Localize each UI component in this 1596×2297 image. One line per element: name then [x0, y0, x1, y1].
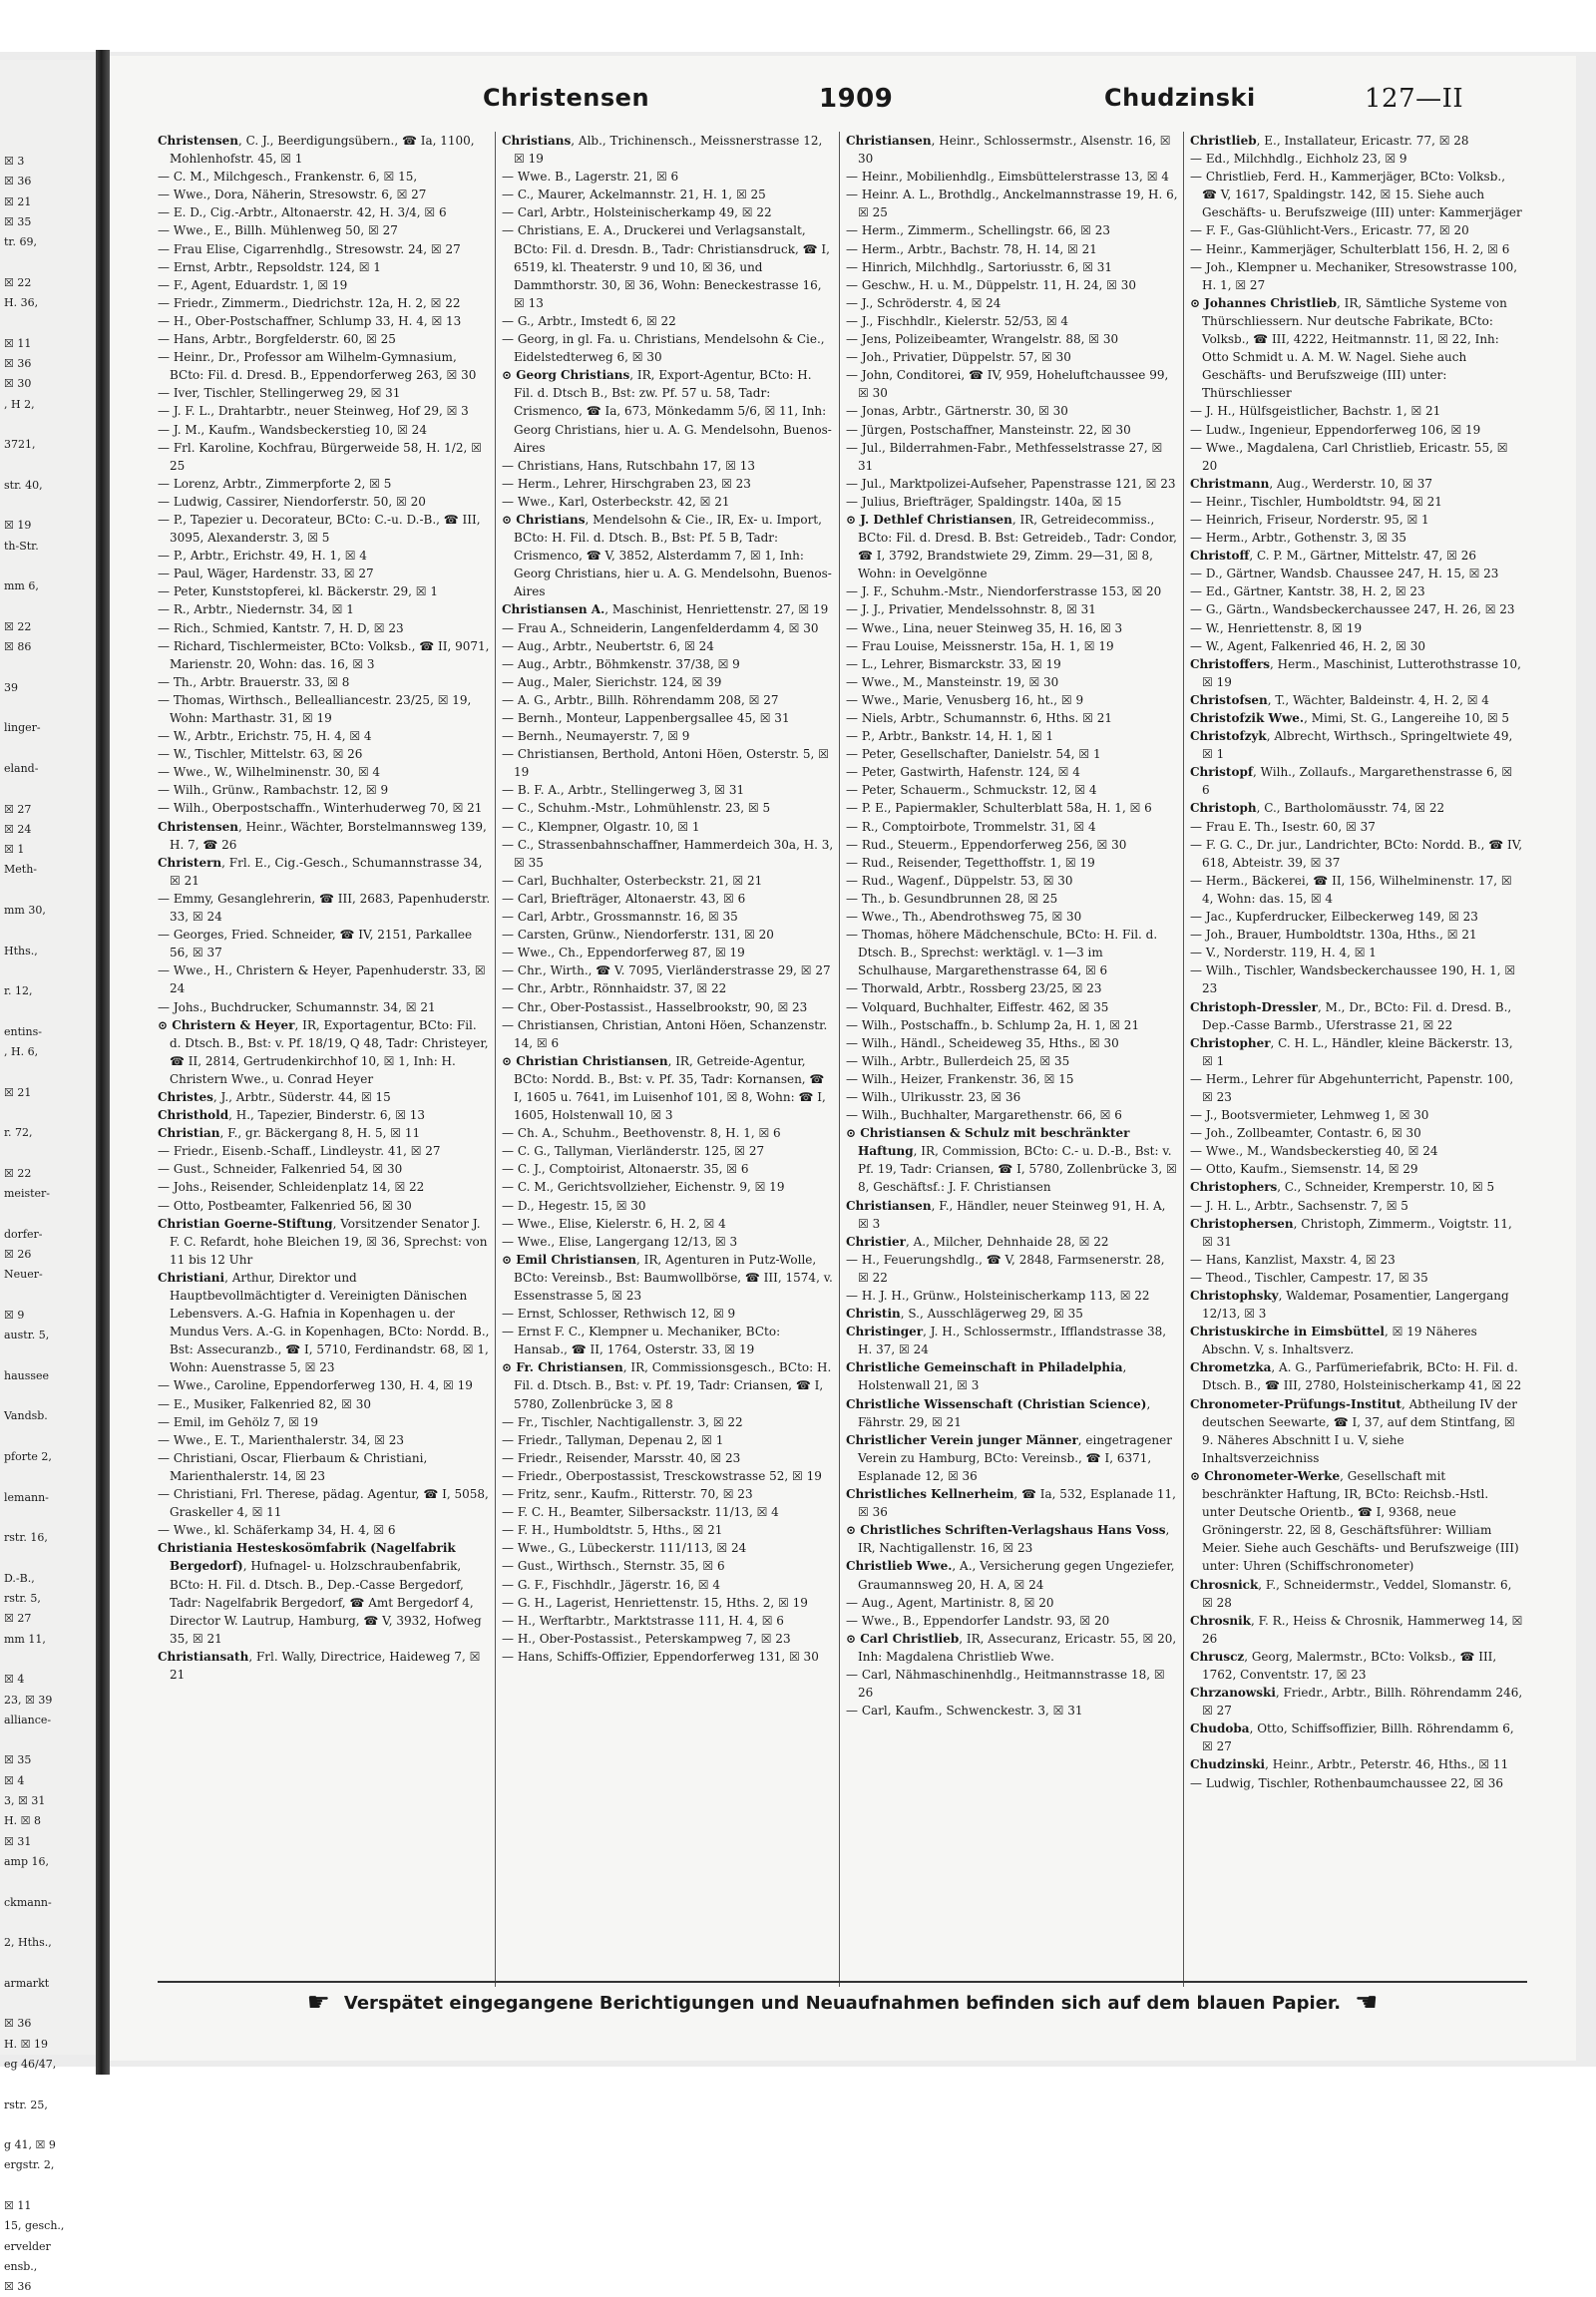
directory-entry: — Wwe., M., Mansteinstr. 19, ☒ 30 [846, 674, 1059, 689]
directory-entry: — P., Arbtr., Bankstr. 14, H. 1, ☒ 1 [846, 729, 1054, 744]
directory-entry: — Ludwig, Tischler, Rothenbaumchaussee 22, ☒ 36 [1190, 1775, 1504, 1790]
directory-entry: ⊙ Emil Christiansen, IR, Agenturen in Putz-Wolle, BCto: Vereinsb., Bst: Baumwollbörse, ☎ III, 1574, v. Essenstrasse 5, ☒ 23 [502, 1252, 833, 1303]
directory-entry: — Wwe., Marie, Venusberg 16, ht., ☒ 9 [846, 692, 1084, 707]
directory-entry: — Friedr., Oberpostassist, Tresckowstrasse 52, ☒ 19 [502, 1468, 822, 1483]
directory-entry: — Hinrich, Milchhdlg., Sartoriusstr. 6, ☒ 31 [846, 259, 1113, 274]
pointing-hand-icon: ☛ [306, 1988, 330, 2018]
directory-entry: — J., Schröderstr. 4, ☒ 24 [846, 295, 1001, 310]
directory-entry: Christier, A., Milcher, Dehnhaide 28, ☒ 22 [846, 1234, 1109, 1249]
footer-rule [158, 1981, 1527, 1983]
directory-entry: ⊙ Christian Christiansen, IR, Getreide-Agentur, BCto: Nordd. B., Bst: v. Pf. 35, Tadr: Kornansen, ☎ I, 1605 u. 7641, im Luisenhof 101, ☒ 8, Wohn: ☎ I, 1605, Holstenwall 10, ☒ 3 [502, 1053, 826, 1123]
directory-entry: Christopher, C. H. L., Händler, kleine Bäckerstr. 13, ☒ 1 [1190, 1035, 1513, 1068]
directory-entry: Christofzik Wwe., Mimi, St. G., Langereihe 10, ☒ 5 [1190, 711, 1510, 725]
directory-entry: — Jens, Polizeibeamter, Wrangelstr. 88, ☒ 30 [846, 332, 1119, 347]
directory-entry: — Heinr., Kammerjäger, Schulterblatt 156, H. 2, ☒ 6 [1190, 241, 1510, 256]
directory-entry: — Carl, Buchhalter, Osterbeckstr. 21, ☒ 21 [502, 873, 763, 888]
directory-entry: — Heinr., Dr., Professor am Wilhelm-Gymnasium, BCto: Fil. d. Dresd. B., Eppendorferweg 263, ☒ 30 [158, 350, 477, 383]
directory-entry: Chrosnik, F. R., Heiss & Chrosnik, Hammerweg 14, ☒ 26 [1190, 1613, 1523, 1646]
directory-entry: — Friedr., Tallyman, Depenau 2, ☒ 1 [502, 1432, 724, 1447]
directory-entry: — Chr., Ober-Postassist., Hasselbrookstr, 90, ☒ 23 [502, 999, 808, 1014]
directory-entry: — Thomas, höhere Mädchenschule, BCto: H. Fil. d. Dtsch. B., Sprechst: werktägl. v. 1—3 im Schulhause, Margarethenstrasse 64, ☒ 6 [846, 928, 1158, 978]
directory-entry: ⊙ Christians, Mendelsohn & Cie., IR, Ex- u. Import, BCto: H. Fil. d. Dtsch. B., Bst: Pf. 5 B, Tadr: Crismenco, ☎ V, 3852, Alsterdamm 7, ☒ 1, Inh: Georg Christians, hier u. A. G. Mendelsohn, Buenos-Aires [502, 512, 832, 599]
directory-entry: Christensen, C. J., Beerdigungsübern., ☎ Ia, 1100, Mohlenhofstr. 45, ☒ 1 [158, 134, 475, 167]
directory-entry: — Herm., Zimmerm., Schellingstr. 66, ☒ 23 [846, 223, 1110, 238]
directory-entry: — Ch. A., Schuhm., Beethovenstr. 8, H. 1, ☒ 6 [502, 1126, 781, 1141]
directory-entry: — Theod., Tischler, Campestr. 17, ☒ 35 [1190, 1270, 1428, 1285]
directory-entry: — Chr., Arbtr., Rönnhaidstr. 37, ☒ 22 [502, 981, 727, 996]
directory-entry: — Johs., Buchdrucker, Schumannstr. 34, ☒ 21 [158, 999, 436, 1014]
directory-entry: — H. J. H., Grünw., Holsteinischerkamp 113, ☒ 22 [846, 1289, 1150, 1303]
directory-entry: — Th., b. Gesundbrunnen 28, ☒ 25 [846, 891, 1058, 906]
directory-entry: Chrometzka, A. G., Parfümeriefabrik, BCto: H. Fil. d. Dtsch. B., ☎ III, 2780, Holsteinischerkamp 41, ☒ 22 [1190, 1360, 1522, 1393]
directory-entry: Christliches Kellnerheim, ☎ Ia, 532, Esplanade 11, ☒ 36 [846, 1487, 1176, 1520]
directory-entry: Chrzanowski, Friedr., Arbtr., Billh. Röhrendamm 246, ☒ 27 [1190, 1686, 1523, 1719]
directory-entry: Chudzinski, Heinr., Arbtr., Peterstr. 46, Hths., ☒ 11 [1190, 1757, 1509, 1772]
directory-entry: — Christians, E. A., Druckerei und Verlagsanstalt, BCto: Fil. d. Dresdn. B., Tadr: Christiansdruck, ☎ I, 6519, kl. Theaterstr. 9 und 10, ☒ 36, und Dammthorstr. 30, ☒ 36, Wohn: Beneckestrasse 16, ☒ 13 [502, 223, 830, 310]
directory-entry: — Wwe., M., Wandsbeckerstieg 40, ☒ 24 [1190, 1144, 1438, 1159]
directory-entry: — P. E., Papiermakler, Schulterblatt 58a, H. 1, ☒ 6 [846, 801, 1152, 816]
directory-entry: — Wwe., Karl, Osterbeckstr. 42, ☒ 21 [502, 494, 730, 509]
directory-entry: Christlicher Verein junger Männer, eingetragener Verein zu Hamburg, BCto: Vereinsb., ☎ I, 6371, Esplanade 12, ☒ 36 [846, 1432, 1172, 1483]
directory-entry: — Christiani, Oscar, Flierbaum & Christiani, Marienthalerstr. 14, ☒ 23 [158, 1450, 428, 1483]
directory-entry: — Hans, Kanzlist, Maxstr. 4, ☒ 23 [1190, 1252, 1396, 1267]
directory-entry: — Frau A., Schneiderin, Langenfelderdamm 4, ☒ 30 [502, 620, 819, 635]
directory-entry: — W., Henriettenstr. 8, ☒ 19 [1190, 620, 1363, 635]
directory-entry: ⊙ Johannes Christlieb, IR, Sämtliche Systeme von Thürschliessern. Nur deutsche Fabrikate, BCto: Volksb., ☎ III, 4222, Heitmannstr. 11, ☒ 22, Inh: Otto Schmidt u. A. M. W. Nagel. Siehe auch Geschäfts- und Berufszweige (III) unter: Thürschliesser [1190, 295, 1507, 401]
directory-entry: — Emil, im Gehölz 7, ☒ 19 [158, 1414, 319, 1429]
directory-entry: — Jul., Marktpolizei-Aufseher, Papenstrasse 121, ☒ 23 [846, 476, 1176, 491]
directory-entry: — F. C. H., Beamter, Silbersackstr. 11/13, ☒ 4 [502, 1505, 779, 1520]
directory-entry: — Georges, Fried. Schneider, ☎ IV, 2151, Parkallee 56, ☒ 37 [158, 928, 473, 960]
directory-entry: — Georg, in gl. Fa. u. Christians, Mendelsohn & Cie., Eidelstedterweg 6, ☒ 30 [502, 332, 825, 365]
directory-entry: — Carl, Arbtr., Holsteinischerkamp 49, ☒ 22 [502, 205, 772, 220]
directory-entry: — Ernst, Arbtr., Repsoldstr. 124, ☒ 1 [158, 259, 381, 274]
directory-entry: Christiania Hesteskosömfabrik (Nagelfabrik Bergedorf), Hufnagel- u. Holzschraubenfabrik, BCto: H. Fil. d. Dtsch. B., Dep.-Casse Bergedorf, Tadr: Nagelfabrik Bergedorf, ☎ Amt Bergedorf 4, Director W. Lautrup, Hamburg, ☎ V, 3932, Hofweg 35, ☒ 21 [158, 1541, 482, 1646]
directory-entry: — John, Conditorei, ☎ IV, 959, Hoheluftchaussee 99, ☒ 30 [846, 368, 1169, 401]
directory-entry: — D., Hegestr. 15, ☒ 30 [502, 1198, 646, 1213]
directory-entry: — D., Gärtner, Wandsb. Chaussee 247, H. 15, ☒ 23 [1190, 567, 1499, 581]
directory-entry: — Ed., Gärtner, Kantstr. 38, H. 2, ☒ 23 [1190, 584, 1425, 599]
directory-entry: — Aug., Maler, Sierichstr. 124, ☒ 39 [502, 674, 722, 689]
directory-entry: — Christlieb, Ferd. H., Kammerjäger, BCto: Volksb., ☎ V, 1617, Spaldingstr. 142, ☒ 15. Siehe auch Geschäfts- u. Berufszweige (III) unter: Kammerjäger [1190, 170, 1522, 220]
directory-entry: — Joh., Brauer, Humboldtstr. 130a, Hths., ☒ 21 [1190, 928, 1477, 943]
directory-entry: — P., Arbtr., Erichstr. 49, H. 1, ☒ 4 [158, 549, 367, 564]
directory-entry: — Heinr. A. L., Brothdlg., Anckelmannstrasse 19, H. 6, ☒ 25 [846, 188, 1178, 220]
directory-entry: ⊙ Georg Christians, IR, Export-Agentur, BCto: H. Fil. d. Dtsch B., Bst: zw. Pf. 57 u. 58, Tadr: Crismenco, ☎ Ia, 673, Mönkedamm 5/6, ☒ 11, Inh: Georg Christians, hier u. A. G. Mendelsohn, Buenos-Aires [502, 368, 832, 455]
directory-entry: — Christians, Hans, Rutschbahn 17, ☒ 13 [502, 458, 755, 473]
directory-entry: Christes, J., Arbtr., Süderstr. 44, ☒ 15 [158, 1089, 391, 1104]
directory-entry: Christoff, C. P. M., Gärtner, Mittelstr. 47, ☒ 26 [1190, 549, 1476, 564]
directory-entry: — Richard, Tischlermeister, BCto: Volksb., ☎ II, 9071, Marienstr. 20, Wohn: das. 16, ☒ 3 [158, 638, 490, 671]
directory-entry: — Bernh., Monteur, Lappenbergsallee 45, ☒ 31 [502, 711, 790, 725]
directory-entry: — Frau E. Th., Isestr. 60, ☒ 37 [1190, 819, 1376, 834]
directory-entry: — P., Tapezier u. Decorateur, BCto: C.-u. D.-B., ☎ III, 3095, Alexanderstr. 3, ☒ 5 [158, 512, 481, 546]
directory-entry: — Wilh., Arbtr., Bullerdeich 25, ☒ 35 [846, 1053, 1070, 1068]
directory-entry: — Friedr., Reisender, Marsstr. 40, ☒ 23 [502, 1450, 741, 1465]
directory-entry: — Wwe., E. T., Marienthalerstr. 34, ☒ 23 [158, 1432, 405, 1447]
directory-entry: — Frau Louise, Meissnerstr. 15a, H. 1, ☒ 19 [846, 638, 1114, 653]
directory-entry: — Wwe., Lina, neuer Steinweg 35, H. 16, ☒ 3 [846, 620, 1123, 635]
directory-entry: — Joh., Zollbeamter, Contastr. 6, ☒ 30 [1190, 1126, 1421, 1141]
directory-entry: — Geschw., H. u. M., Düppelstr. 11, H. 24, ☒ 30 [846, 277, 1136, 292]
directory-entry: — Emmy, Gesanglehrerin, ☎ III, 2683, Papenhuderstr. 33, ☒ 24 [158, 891, 491, 925]
directory-entry: Chruscz, Georg, Malermstr., BCto: Volksb., ☎ III, 1762, Conventstr. 17, ☒ 23 [1190, 1649, 1497, 1682]
directory-entry: — Niels, Arbtr., Schumannstr. 6, Hths. ☒ 21 [846, 711, 1112, 725]
directory-entry: — Carl, Kaufm., Schwenckestr. 3, ☒ 31 [846, 1704, 1083, 1719]
directory-entry: — Wilh., Grünw., Rambachstr. 12, ☒ 9 [158, 783, 389, 798]
directory-entry: — Jürgen, Postschaffner, Mansteinstr. 22, ☒ 30 [846, 422, 1131, 437]
column-4 [1190, 132, 1527, 1987]
column-3 [846, 132, 1184, 1987]
directory-entry: Christhold, H., Tapezier, Binderstr. 6, ☒ 13 [158, 1108, 426, 1123]
directory-entry: — C. G., Tallyman, Vierländerstr. 125, ☒ 27 [502, 1144, 765, 1159]
directory-entry: — Jac., Kupferdrucker, Eilbeckerweg 149, ☒ 23 [1190, 910, 1478, 925]
directory-entry: Christians, Alb., Trichinensch., Meissnerstrasse 12, ☒ 19 [502, 134, 823, 167]
book-gutter [96, 50, 110, 2075]
directory-entry: Christensen, Heinr., Wächter, Borstelmannsweg 139, H. 7, ☎ 26 [158, 819, 487, 852]
directory-entry: — Joh., Privatier, Düppelstr. 57, ☒ 30 [846, 350, 1071, 365]
directory-entry: — J. J., Privatier, Mendelssohnstr. 8, ☒ 31 [846, 602, 1096, 617]
directory-entry: — Wwe., W., Wilhelminenstr. 30, ☒ 4 [158, 765, 381, 780]
directory-entry: — Wilh., Händl., Scheideweg 35, Hths., ☒ 30 [846, 1035, 1119, 1050]
directory-entry: — Peter, Gastwirth, Hafenstr. 124, ☒ 4 [846, 765, 1080, 780]
directory-entry: — J. F. L., Drahtarbtr., neuer Steinweg, Hof 29, ☒ 3 [158, 404, 469, 419]
directory-entry: — H., Feuerungshdlg., ☎ V, 2848, Farmsenerstr. 28, ☒ 22 [846, 1252, 1165, 1285]
directory-entry: — V., Norderstr. 119, H. 4, ☒ 1 [1190, 946, 1377, 960]
directory-entry: — J. H., Hülfsgeistlicher, Bachstr. 1, ☒ 21 [1190, 404, 1441, 419]
left-page-fragment [0, 60, 111, 2294]
directory-entry: — W., Tischler, Mittelstr. 63, ☒ 26 [158, 747, 363, 762]
directory-entry: — Frau Elise, Cigarrenhdlg., Stresowstr. 24, ☒ 27 [158, 241, 461, 256]
directory-entry: — Herm., Lehrer für Abgehunterricht, Papenstr. 100, ☒ 23 [1190, 1071, 1514, 1104]
directory-entry: Christiansen A., Maschinist, Henriettenstr. 27, ☒ 19 [502, 602, 829, 617]
directory-entry: — Wilh., Heizer, Frankenstr. 36, ☒ 15 [846, 1071, 1074, 1086]
directory-entry: — Herm., Arbtr., Bachstr. 78, H. 14, ☒ 21 [846, 241, 1097, 256]
directory-entry: — Carsten, Grünw., Niendorferstr. 131, ☒ 20 [502, 928, 774, 943]
directory-entry: Christian Goerne-Stiftung, Vorsitzender Senator J. F. C. Refardt, hohe Bleichen 19, ☒ 36, Sprechst: von 11 bis 12 Uhr [158, 1216, 488, 1267]
directory-entry: — Julius, Briefträger, Spaldingstr. 140a, ☒ 15 [846, 494, 1122, 509]
directory-entry: Christinger, J. H., Schlossermstr., Ifflandstrasse 38, H. 37, ☒ 24 [846, 1325, 1167, 1357]
page-header [160, 84, 1516, 124]
directory-entry: — J. M., Kaufm., Wandsbeckerstieg 10, ☒ 24 [158, 422, 427, 437]
directory-entry: — Th., Arbtr. Brauerstr. 33, ☒ 8 [158, 674, 350, 689]
header-year: 1909 [819, 84, 894, 114]
directory-entry: — Hans, Arbtr., Borgfelderstr. 60, ☒ 25 [158, 332, 396, 347]
directory-entry: — Ernst, Schlosser, Rethwisch 12, ☒ 9 [502, 1307, 736, 1322]
directory-entry: — Carl, Nähmaschinenhdlg., Heitmannstrasse 18, ☒ 26 [846, 1667, 1165, 1701]
directory-entry: — Rud., Steuerm., Eppendorferweg 256, ☒ 30 [846, 837, 1127, 852]
directory-entry: — Wwe., Elise, Langergang 12/13, ☒ 3 [502, 1234, 738, 1249]
directory-entry: Christofsen, T., Wächter, Baldeinstr. 4, H. 2, ☒ 4 [1190, 692, 1489, 707]
directory-entry: — R., Arbtr., Niedernstr. 34, ☒ 1 [158, 602, 354, 617]
directory-entry: — Herm., Bäckerei, ☎ II, 156, Wilhelminenstr. 17, ☒ 4, Wohn: das. 15, ☒ 4 [1190, 873, 1512, 906]
directory-entry: — Christiani, Frl. Therese, pädag. Agentur, ☎ I, 5058, Graskeller 4, ☒ 11 [158, 1487, 489, 1520]
directory-entry: — Frl. Karoline, Kochfrau, Bürgerweide 58, H. 1/2, ☒ 25 [158, 440, 482, 473]
left-page-text: ☒ 3 ☒ 36 ☒ 21 ☒ 35 tr. 69, ☒ 22 H. 36, ☒ 11 ☒ 36 ☒ 30 , H 2, 3721, str. 40, ☒ 19 th-Str. mm 6, ☒ 22 ☒ 86 39 linger- eland- ☒ 27 ☒ 24 ☒ 1 Meth- mm 30, Hths., r. 12, entins- , H. 6, ☒ 21 r. 72, ☒ 22 meister- dorfer- ☒ 26 Neuer- ☒ 9 austr. 5, haussee Vandsb. pforte 2, lemann- rstr. 16, D.-B., rstr. 5, ☒ 27 mm 11, ☒ 4 23, ☒ 39 alliance- ☒ 35 ☒ 4 3, ☒ 31 H. ☒ 8 ☒ 31 amp 16, ckmann- 2, Hths., armarkt ☒ 36 H. ☒ 19 eg 46/47, rstr. 25, g 41, ☒ 9 ergstr. 2, ☒ 11 15, gesch., ervelder ensb., ☒ 36 [4, 155, 65, 2294]
directory-entry: Christmann, Aug., Werderstr. 10, ☒ 37 [1190, 476, 1433, 491]
directory-entry: — Wilh., Oberpostschaffn., Winterhuderweg 70, ☒ 21 [158, 801, 483, 816]
directory-entry: — Christiansen, Berthold, Antoni Höen, Osterstr. 5, ☒ 19 [502, 747, 829, 780]
directory-entry: — Wwe., Elise, Kielerstr. 6, H. 2, ☒ 4 [502, 1216, 726, 1231]
directory-entry: — C., Schuhm.-Mstr., Lohmühlenstr. 23, ☒ 5 [502, 801, 771, 816]
directory-entry: — Ernst F. C., Klempner u. Mechaniker, BCto: Hansab., ☎ II, 1764, Osterstr. 33, ☒ 19 [502, 1325, 781, 1357]
directory-entry: — Herm., Lehrer, Hirschgraben 23, ☒ 23 [502, 476, 751, 491]
directory-entry: — Johs., Reisender, Schleidenplatz 14, ☒ 22 [158, 1180, 425, 1195]
directory-entry: Chronometer-Prüfungs-Institut, Abtheilung IV der deutschen Seewarte, ☎ I, 37, auf dem Stintfang, ☒ 9. Näheres Abschnitt I u. V, siehe Inhaltsverzeichniss [1190, 1396, 1517, 1465]
directory-entry: — Christiansen, Christian, Antoni Höen, Schanzenstr. 14, ☒ 6 [502, 1017, 828, 1050]
directory-entry: — B. F. A., Arbtr., Stellingerweg 3, ☒ 31 [502, 783, 745, 798]
directory-entry: — J. F., Schuhm.-Mstr., Niendorferstrasse 153, ☒ 20 [846, 584, 1162, 599]
directory-entry: — G., Arbtr., Imstedt 6, ☒ 22 [502, 313, 676, 328]
directory-entry: — Wwe., E., Billh. Mühlenweg 50, ☒ 27 [158, 223, 398, 238]
directory-entry: — C., Strassenbahnschaffner, Hammerdeich 30a, H. 3, ☒ 35 [502, 837, 834, 870]
directory-page [110, 56, 1576, 2061]
directory-entry: — Thomas, Wirthsch., Bellealliancestr. 23/25, ☒ 19, Wohn: Marthastr. 31, ☒ 19 [158, 692, 472, 725]
directory-entry: Christiansen, Heinr., Schlossermstr., Alsenstr. 16, ☒ 30 [846, 134, 1171, 167]
directory-entry: — Wwe., Dora, Näherin, Stresowstr. 6, ☒ 27 [158, 188, 427, 202]
directory-entry: Christlieb Wwe., A., Versicherung gegen Ungeziefer, Graumannsweg 20, H. A, ☒ 24 [846, 1559, 1175, 1592]
directory-entry: — G. H., Lagerist, Henriettenstr. 15, Hths. 2, ☒ 19 [502, 1595, 808, 1610]
directory-entry: — F. F., Gas-Glühlicht-Vers., Ericastr. 77, ☒ 20 [1190, 223, 1469, 238]
directory-entry: — Lorenz, Arbtr., Zimmerpforte 2, ☒ 5 [158, 476, 392, 491]
directory-entry: — Heinr., Mobilienhdlg., Eimsbüttelerstrasse 13, ☒ 4 [846, 170, 1169, 185]
directory-entry: — Wwe., Magdalena, Carl Christlieb, Ericastr. 55, ☒ 20 [1190, 440, 1508, 473]
directory-entry: ⊙ Chronometer-Werke, Gesellschaft mit beschränkter Haftung, IR, BCto: Reichsb.-Hstl. unter Deutsche Orientb., ☎ I, 9368, neue Gröningerstr. 22, ☒ 8, Geschäftsführer: William Meier. Siehe auch Geschäfts- und Berufszweige (III) unter: Uhren (Schiffschronometer) [1190, 1468, 1519, 1574]
directory-entry: — Wwe., kl. Schäferkamp 34, H. 4, ☒ 6 [158, 1523, 396, 1538]
directory-entry: Christopf, Wilh., Zollaufs., Margarethenstrasse 6, ☒ 6 [1190, 765, 1513, 798]
directory-entry: — Ludwig, Cassirer, Niendorferstr. 50, ☒ 20 [158, 494, 426, 509]
directory-entry: — Friedr., Eisenb.-Schaff., Lindleystr. 41, ☒ 27 [158, 1144, 441, 1159]
directory-entry: ⊙ J. Dethlef Christiansen, IR, Getreidecommiss., BCto: Fil. d. Dresd. B. Bst: Getreideb., Tadr: Condor, ☎ I, 3792, Brandstwiete 29, Zimm. 29—31, ☒ 8, Wohn: in Oevelgönne [846, 512, 1177, 581]
directory-entry: Christliche Gemeinschaft in Philadelphia, Holstenwall 21, ☒ 3 [846, 1360, 1127, 1393]
directory-entry: — Peter, Gesellschafter, Danielstr. 54, ☒ 1 [846, 747, 1101, 762]
directory-entry: — L., Lehrer, Bismarckstr. 33, ☒ 19 [846, 656, 1061, 671]
directory-entry: Christiansen, F., Händler, neuer Steinweg 91, H. A, ☒ 3 [846, 1198, 1166, 1231]
directory-entry: — Chr., Wirth., ☎ V. 7095, Vierländerstrasse 29, ☒ 27 [502, 963, 831, 978]
directory-entry: — Aug., Arbtr., Neubertstr. 6, ☒ 24 [502, 638, 714, 653]
directory-entry: — C. M., Milchgesch., Frankenstr. 6, ☒ 15, [158, 170, 418, 185]
directory-entry: — Hans, Schiffs-Offizier, Eppendorferweg 131, ☒ 30 [502, 1649, 819, 1664]
directory-entry: — Ludw., Ingenieur, Eppendorferweg 106, ☒ 19 [1190, 422, 1481, 437]
directory-entry: — Carl, Arbtr., Grossmannstr. 16, ☒ 35 [502, 910, 738, 925]
directory-entry: — G. F., Fischhdlr., Jägerstr. 16, ☒ 4 [502, 1577, 720, 1592]
directory-entry: — H., Werftarbtr., Marktstrasse 111, H. 4, ☒ 6 [502, 1613, 784, 1628]
directory-entry: — W., Agent, Falkenried 46, H. 2, ☒ 30 [1190, 638, 1425, 653]
directory-entry: — Thorwald, Arbtr., Rossberg 23/25, ☒ 23 [846, 981, 1102, 996]
directory-entry: — Aug., Arbtr., Böhmkenstr. 37/38, ☒ 9 [502, 656, 740, 671]
header-right-keyword: Chudzinski [1104, 84, 1256, 112]
directory-entry: — Wwe., H., Christern & Heyer, Papenhuderstr. 33, ☒ 24 [158, 963, 486, 996]
directory-entry: — Otto, Postbeamter, Falkenried 56, ☒ 30 [158, 1198, 412, 1213]
directory-entry: — Wwe., Caroline, Eppendorferweg 130, H. 4, ☒ 19 [158, 1378, 473, 1393]
directory-entry: Chudoba, Otto, Schiffsoffizier, Billh. Röhrendamm 6, ☒ 27 [1190, 1722, 1514, 1754]
directory-entry: — Wilh., Buchhalter, Margarethenstr. 66, ☒ 6 [846, 1108, 1122, 1123]
directory-entry: Christin, S., Ausschlägerweg 29, ☒ 35 [846, 1307, 1083, 1322]
directory-entry: — Ed., Milchhdlg., Eichholz 23, ☒ 9 [1190, 152, 1407, 167]
header-left-keyword: Christensen [483, 84, 650, 112]
directory-entry: Christlieb, E., Installateur, Ericastr. 77, ☒ 28 [1190, 134, 1469, 148]
directory-entry: — C., Maurer, Ackelmannstr. 21, H. 1, ☒ 25 [502, 188, 766, 202]
page-footer [158, 1988, 1527, 2018]
directory-entry: Christophsky, Waldemar, Posamentier, Langergang 12/13, ☒ 3 [1190, 1289, 1509, 1322]
directory-entry: Christiani, Arthur, Direktor und Hauptbevollmächtigter d. Vereinigten Dänischen Lebensvers. A.-G. Hafnia in Kopenhagen u. der Mundus Vers. A.-G. in Kopenhagen, BCto: Nordd. B., Bst: Assecuranzb., ☎ I, 5710, Ferdinandstr. 68, ☒ 1, Wohn: Auenstrasse 5, ☒ 23 [158, 1270, 490, 1375]
directory-entry: — Iver, Tischler, Stellingerweg 29, ☒ 31 [158, 386, 401, 401]
directory-entry: — Wwe. B., Lagerstr. 21, ☒ 6 [502, 170, 679, 185]
directory-entry: — F. G. C., Dr. jur., Landrichter, BCto: Nordd. B., ☎ IV, 618, Abteistr. 39, ☒ 37 [1190, 837, 1523, 870]
directory-entry: Christoffers, Herm., Maschinist, Lutterothstrasse 10, ☒ 19 [1190, 656, 1521, 689]
directory-entry: — Gust., Schneider, Falkenried 54, ☒ 30 [158, 1162, 403, 1177]
directory-entry: — Peter, Schauerm., Schmuckstr. 12, ☒ 4 [846, 783, 1097, 798]
directory-entry: ⊙ Carl Christlieb, IR, Assecuranz, Ericastr. 55, ☒ 20, Inh: Magdalena Christlieb Wwe. [846, 1631, 1177, 1664]
directory-entry: — Wilh., Postschaffn., b. Schlump 2a, H. 1, ☒ 21 [846, 1017, 1140, 1032]
directory-entry: — Otto, Kaufm., Siemsenstr. 14, ☒ 29 [1190, 1162, 1418, 1177]
directory-entry: — Wilh., Ulrikusstr. 23, ☒ 36 [846, 1089, 1021, 1104]
directory-entry: — Jonas, Arbtr., Gärtnerstr. 30, ☒ 30 [846, 404, 1068, 419]
header-page-number: 127—II [1365, 84, 1464, 114]
directory-entry: — Paul, Wäger, Hardenstr. 33, ☒ 27 [158, 567, 374, 581]
directory-entry: — J., Bootsvermieter, Lehmweg 1, ☒ 30 [1190, 1108, 1429, 1123]
directory-entry: — G., Gärtn., Wandsbeckerchaussee 247, H. 26, ☒ 23 [1190, 602, 1515, 617]
directory-entry: — Peter, Kunststopferei, kl. Bäckerstr. 29, ☒ 1 [158, 584, 438, 599]
directory-entry: — Rud., Wagenf., Düppelstr. 53, ☒ 30 [846, 873, 1073, 888]
directory-entry: — F., Agent, Eduardstr. 1, ☒ 19 [158, 277, 348, 292]
directory-entry: — J. H. L., Arbtr., Sachsenstr. 7, ☒ 5 [1190, 1198, 1408, 1213]
directory-entry: Christian, F., gr. Bäckergang 8, H. 5, ☒ 11 [158, 1126, 421, 1141]
directory-entry: — Fritz, senr., Kaufm., Ritterstr. 70, ☒ 23 [502, 1487, 753, 1502]
directory-entry: — Heinr., Tischler, Humboldtstr. 94, ☒ 21 [1190, 494, 1442, 509]
directory-entry: ⊙ Christiansen & Schulz mit beschränkter Haftung, IR, Commission, BCto: C.- u. D.-B., Bst: v. Pf. 19, Tadr: Criansen, ☎ I, 5780, Zollenbrücke 3, ☒ 8, Geschäftsf.: J. F. Christiansen [846, 1126, 1177, 1195]
directory-entry: — Jul., Bilderrahmen-Fabr., Methfesselstrasse 27, ☒ 31 [846, 440, 1163, 473]
directory-entry: Christuskirche in Eimsbüttel, ☒ 19 Näheres Abschn. V, s. Inhaltsverz. [1190, 1325, 1477, 1357]
directory-entry: ⊙ Christern & Heyer, IR, Exportagentur, BCto: Fil. d. Dtsch. B., Bst: v. Pf. 18/19, Q 48, Tadr: Christeyer, ☎ II, 2814, Gertrudenkirchhof 10, ☒ 1, Inh: H. Christern Wwe., u. Conrad Heyer [158, 1017, 489, 1086]
directory-entry: Christliche Wissenschaft (Christian Science), Fährstr. 29, ☒ 21 [846, 1396, 1151, 1429]
directory-entry: Christophersen, Christoph, Zimmerm., Voigtstr. 11, ☒ 31 [1190, 1216, 1512, 1249]
directory-entry: — E., Musiker, Falkenried 82, ☒ 30 [158, 1396, 371, 1411]
directory-entry: — C., Klempner, Olgastr. 10, ☒ 1 [502, 819, 700, 834]
column-1 [158, 132, 496, 1987]
directory-entry: — H., Ober-Postschaffner, Schlump 33, H. 4, ☒ 13 [158, 313, 462, 328]
directory-entry: Christofzyk, Albrecht, Wirthsch., Springeltwiete 49, ☒ 1 [1190, 729, 1513, 762]
directory-entry: — Rich., Schmied, Kantstr. 7, H. D, ☒ 23 [158, 620, 404, 635]
directory-entry: Christoph-Dressler, M., Dr., BCto: Fil. d. Dresd. B., Dep.-Casse Barmb., Uferstrasse 21, ☒ 22 [1190, 999, 1512, 1032]
directory-entry: — Wwe., B., Eppendorfer Landstr. 93, ☒ 20 [846, 1613, 1110, 1628]
column-2 [502, 132, 840, 1987]
directory-entry: — H., Ober-Postassist., Peterskampweg 7, ☒ 23 [502, 1631, 791, 1646]
footer-notice: Verspätet eingegangene Berichtigungen und Neuaufnahmen befinden sich auf dem blauen Papier. [343, 1992, 1342, 2014]
directory-entry: ⊙ Fr. Christiansen, IR, Commissionsgesch., BCto: H. Fil. d. Dtsch. B., Bst: v. Pf. 19, Tadr: Criansen, ☎ I, 5780, Zollenbrücke 3, ☒ 8 [502, 1360, 832, 1411]
directory-entry: — Gust., Wirthsch., Sternstr. 35, ☒ 6 [502, 1559, 725, 1574]
directory-entry: — Wwe., Ch., Eppendorferweg 87, ☒ 19 [502, 946, 745, 960]
directory-entry: Christoph, C., Bartholomäusstr. 74, ☒ 22 [1190, 801, 1445, 816]
directory-entry: — Fr., Tischler, Nachtigallenstr. 3, ☒ 22 [502, 1414, 743, 1429]
directory-entry: — F. H., Humboldtstr. 5, Hths., ☒ 21 [502, 1523, 723, 1538]
directory-entry: — R., Comptoirbote, Trommelstr. 31, ☒ 4 [846, 819, 1096, 834]
directory-entry: ⊙ Christliches Schriften-Verlagshaus Hans Voss, IR, Nachtigallenstr. 16, ☒ 23 [846, 1523, 1170, 1556]
directory-entry: Christophers, C., Schneider, Kremperstr. 10, ☒ 5 [1190, 1180, 1495, 1195]
directory-entry: — Bernh., Neumayerstr. 7, ☒ 9 [502, 729, 690, 744]
pointing-hand-icon: ☛ [1355, 1988, 1379, 2018]
directory-entry: — W., Arbtr., Erichstr. 75, H. 4, ☒ 4 [158, 729, 372, 744]
directory-entry: — E. D., Cig.-Arbtr., Altonaerstr. 42, H. 3/4, ☒ 6 [158, 205, 447, 220]
directory-entry: — Wwe., G., Lübeckerstr. 111/113, ☒ 24 [502, 1541, 747, 1556]
directory-entry: Chrosnick, F., Schneidermstr., Veddel, Slomanstr. 6, ☒ 28 [1190, 1577, 1512, 1610]
directory-entry: Christern, Frl. E., Cig.-Gesch., Schumannstrasse 34, ☒ 21 [158, 855, 483, 888]
directory-entry: — C. J., Comptoirist, Altonaerstr. 35, ☒ 6 [502, 1162, 749, 1177]
directory-entry: — Heinrich, Friseur, Norderstr. 95, ☒ 1 [1190, 512, 1429, 527]
directory-entry: — Carl, Briefträger, Altonaerstr. 43, ☒ 6 [502, 891, 746, 906]
directory-entry: — C. M., Gerichtsvollzieher, Eichenstr. 9, ☒ 19 [502, 1180, 785, 1195]
directory-entry: Christiansath, Frl. Wally, Directrice, Haideweg 7, ☒ 21 [158, 1649, 481, 1682]
directory-entry: — Friedr., Zimmerm., Diedrichstr. 12a, H. 2, ☒ 22 [158, 295, 461, 310]
directory-entry: — Herm., Arbtr., Gothenstr. 3, ☒ 35 [1190, 531, 1407, 546]
directory-entry: — Rud., Reisender, Tegetthoffstr. 1, ☒ 19 [846, 855, 1095, 870]
directory-entry: — A. G., Arbtr., Billh. Röhrendamm 208, ☒ 27 [502, 692, 779, 707]
directory-entry: — Wilh., Tischler, Wandsbeckerchaussee 190, H. 1, ☒ 23 [1190, 963, 1516, 996]
directory-entry: — J., Fischhdlr., Kielerstr. 52/53, ☒ 4 [846, 313, 1069, 328]
directory-entry: — Volquard, Buchhalter, Eiffestr. 462, ☒ 35 [846, 999, 1109, 1014]
directory-entry: — Joh., Klempner u. Mechaniker, Stresowstrasse 100, H. 1, ☒ 27 [1190, 259, 1518, 292]
directory-entry: — Wwe., Th., Abendrothsweg 75, ☒ 30 [846, 910, 1082, 925]
directory-entry: — Aug., Agent, Martinistr. 8, ☒ 20 [846, 1595, 1054, 1610]
